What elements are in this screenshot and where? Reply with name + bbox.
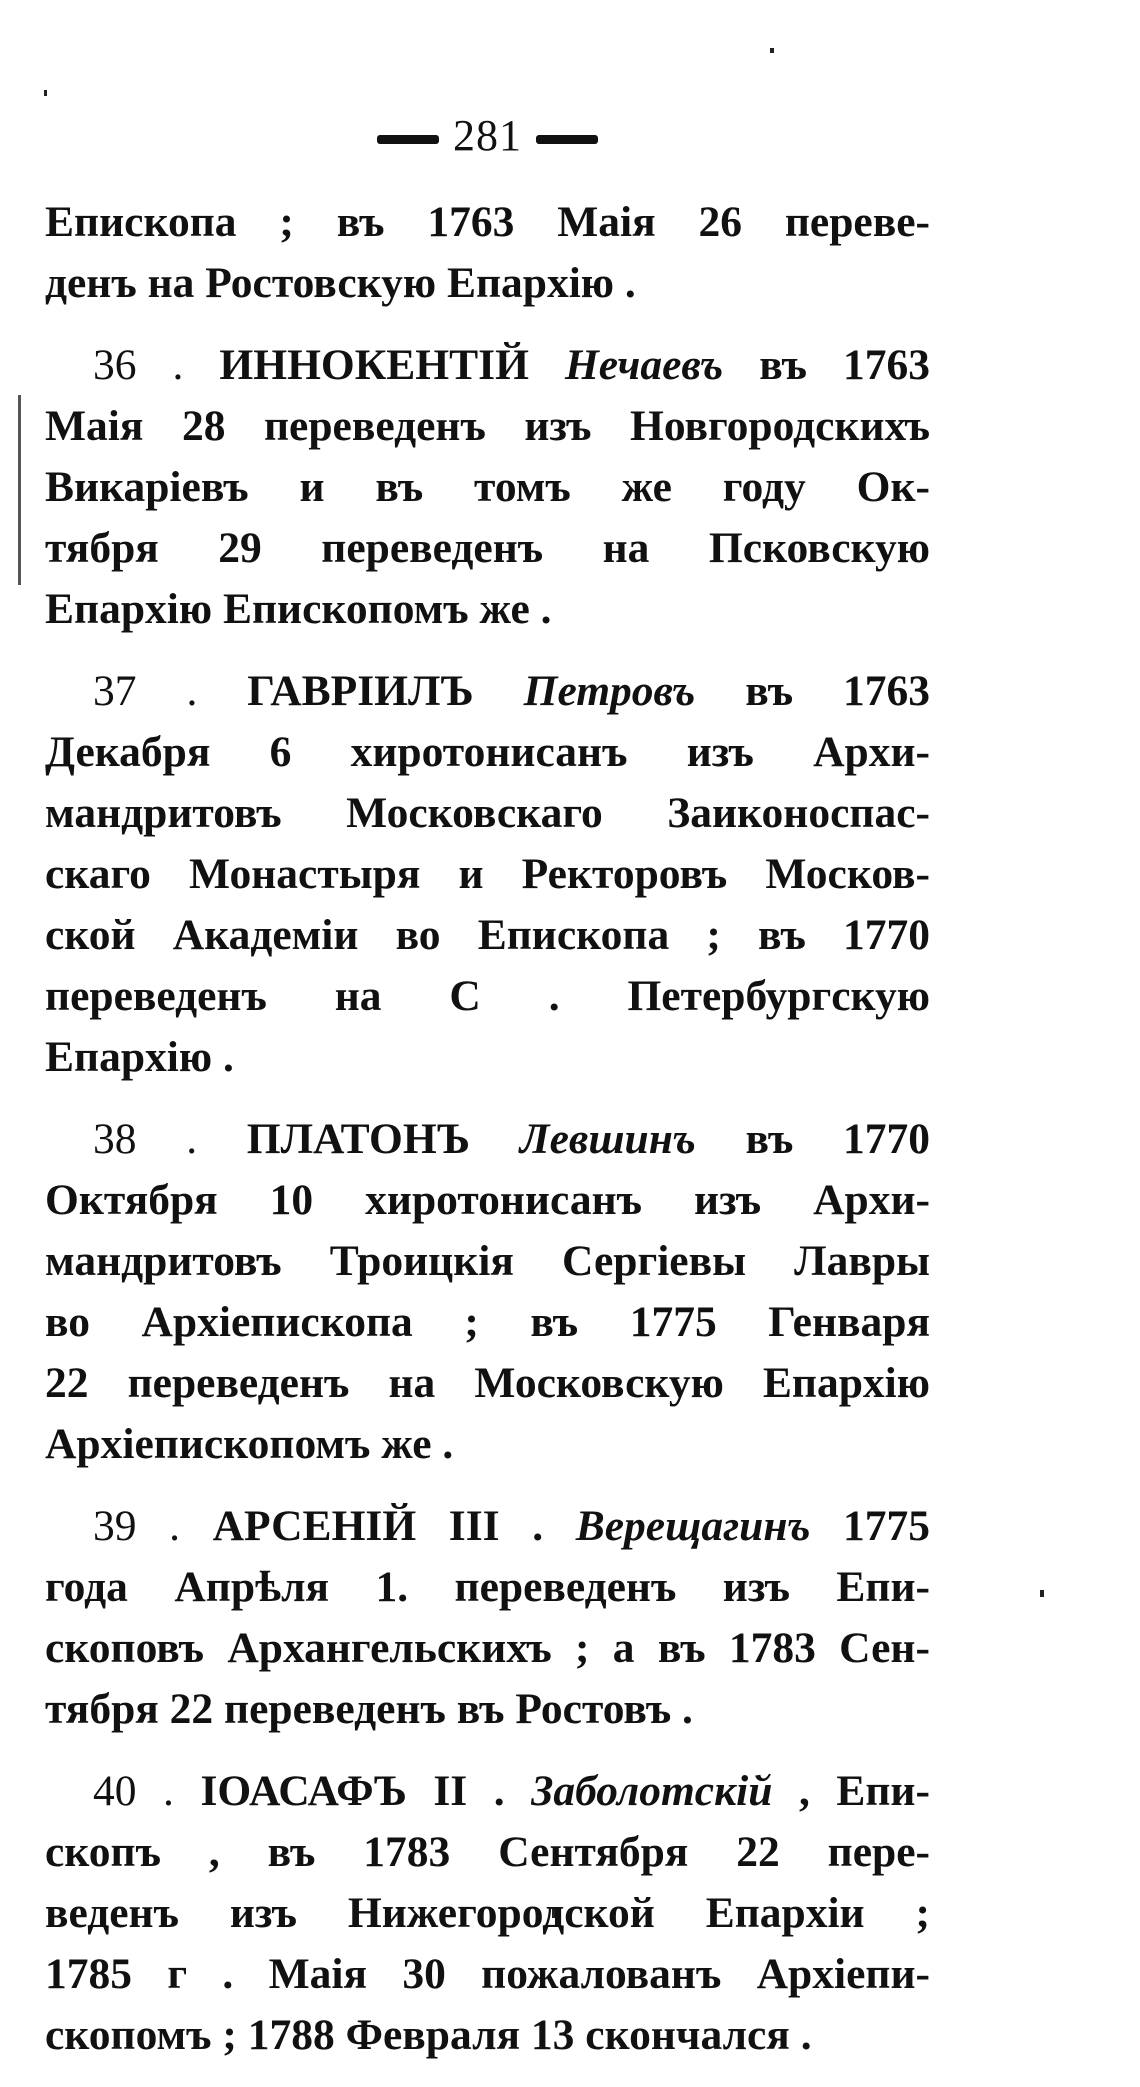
text-line: Архіепископомъ же . [45, 1420, 454, 1468]
entry-surname: Левшинъ [519, 1115, 696, 1163]
entry-heading-rest: въ 1763 [759, 341, 930, 389]
page-number: 281 [453, 111, 522, 160]
body-text [45, 192, 930, 2087]
page-header [45, 110, 930, 161]
entry-39 [45, 1496, 930, 1740]
entry-heading-rest: въ 1770 [745, 1115, 931, 1163]
entry-heading-rest: , Епи- [798, 1767, 930, 1815]
text-line: Октября 10 хиротонисанъ изъ Архи- [45, 1176, 930, 1224]
text-line: Маія 28 переведенъ изъ Новгородскихъ [45, 402, 930, 450]
entry-number: 40 . [93, 1767, 174, 1815]
text-line: тября 22 переведенъ въ Ростовъ . [45, 1685, 693, 1733]
text-line: 22 переведенъ на Московскую Епархію [45, 1359, 930, 1407]
entry-heading-line [45, 661, 930, 722]
entry-heading-line [45, 1109, 930, 1170]
text-line: Епископа ; въ 1763 Маія 26 переве- [45, 198, 930, 246]
text-line: мандритовъ Троицкія Сергіевы Лавры [45, 1237, 930, 1285]
paragraph-continuation [45, 192, 930, 314]
entry-name: ИННОКЕНТІЙ [219, 341, 529, 389]
text-line: во Архіепископа ; въ 1775 Генваря [45, 1298, 930, 1346]
entry-name: ПЛАТОНЪ [246, 1115, 471, 1163]
entry-heading-line [45, 335, 930, 396]
entry-number: 39 . [93, 1502, 180, 1550]
entry-40 [45, 1761, 930, 2066]
entry-36 [45, 335, 930, 640]
text-line: скоповъ Архангельскихъ ; а въ 1783 Сен- [45, 1624, 930, 1672]
header-dash-left [377, 135, 439, 144]
entry-name: АРСЕНІЙ III . [212, 1502, 544, 1550]
text-line: мандритовъ Московскаго Заиконоспас- [45, 789, 930, 837]
entry-heading-line [45, 1761, 930, 1822]
entry-surname: Верещагинъ [575, 1502, 811, 1550]
entry-name: ІОАСАФЪ II . [200, 1767, 505, 1815]
entry-surname: Петровъ [523, 667, 696, 715]
entry-number: 37 . [93, 667, 198, 715]
text-line: веденъ изъ Нижегородской Епархіи ; [45, 1889, 930, 1937]
text-line: ской Академіи во Епископа ; въ 1770 [45, 911, 930, 959]
text-line: скаго Монастыря и Ректоровъ Москов- [45, 850, 930, 898]
text-line: денъ на Ростовскую Епархію . [45, 259, 636, 307]
entry-heading-rest: 1775 [843, 1502, 931, 1550]
text-line: тября 29 переведенъ на Псковскую [45, 524, 930, 572]
text-line: скопомъ ; 1788 Февраля 13 скончался . [45, 2011, 812, 2059]
entry-name: ГАВРІИЛЪ [247, 667, 474, 715]
text-line: года Апрѣля 1. переведенъ изъ Епи- [45, 1563, 930, 1611]
text-line: переведенъ на С . Петербургскую [45, 972, 930, 1020]
header-dash-right [536, 135, 598, 144]
text-line: Епархію Епископомъ же . [45, 585, 552, 633]
entry-number: 36 . [93, 341, 184, 389]
text-line: 1785 г . Маія 30 пожалованъ Архіепи- [45, 1950, 930, 1998]
entry-37 [45, 661, 930, 1088]
entry-heading-line [45, 1496, 930, 1557]
margin-speck [44, 90, 47, 96]
entry-surname: Заболотскій [531, 1767, 773, 1815]
text-line: Декабря 6 хиротонисанъ изъ Архи- [45, 728, 930, 776]
margin-speck [1040, 1590, 1044, 1597]
text-line: Епархію . [45, 1033, 234, 1081]
text-line: скопъ , въ 1783 Сентября 22 пере- [45, 1828, 930, 1876]
text-line: Викаріевъ и въ томъ же году Ок- [45, 463, 930, 511]
margin-speck [770, 48, 774, 53]
entry-heading-rest: въ 1763 [745, 667, 931, 715]
margin-rule [18, 395, 21, 585]
entry-number: 38 . [93, 1115, 198, 1163]
entry-38 [45, 1109, 930, 1475]
entry-surname: Нечаевъ [564, 341, 724, 389]
